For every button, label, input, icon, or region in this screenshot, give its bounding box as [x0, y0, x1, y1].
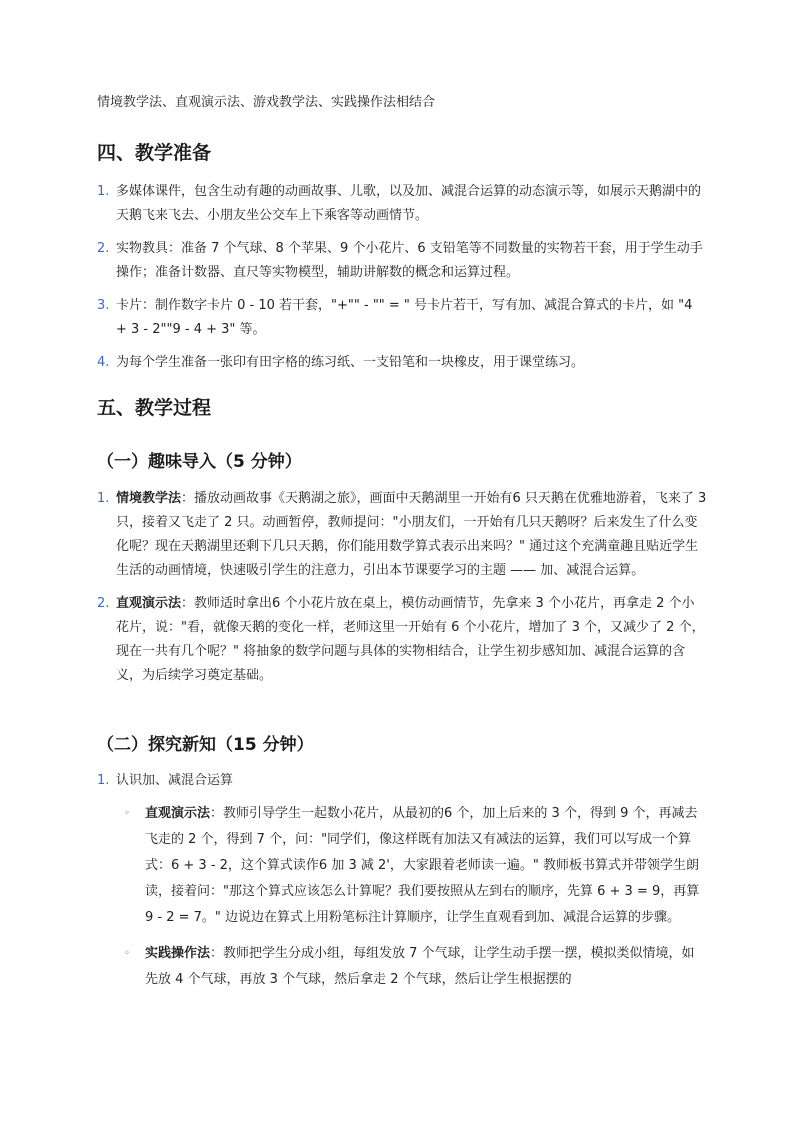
sublist-container [97, 801, 707, 993]
section-5-heading: 五、教学过程 [97, 397, 212, 419]
sublist [97, 801, 707, 993]
part-2-heading: （二）探究新知（15 分钟） [97, 735, 314, 755]
list-item: 4. 为每个学生准备一张印有田字格的练习纸、一支铅笔和一块橡皮，用于课堂练习。 [97, 355, 585, 370]
list-item: 1. 认识加、减混合运算 [97, 773, 234, 788]
list-item: 3. 卡片：制作数字卡片 0 - 10 若干套，"+"" - "" = " 号卡片若干，写有加、减混合算式的卡片，如 "4 + 3 - 2""9 - 4 + 3" 等。 [97, 298, 693, 337]
section-4-heading: 四、教学准备 [97, 142, 212, 164]
sublist-item: ◦ 直观演示法：教师引导学生一起数小花片，从最初的6 个，加上后来的 3 个，得到 9 个，再减去飞走的 2 个，得到 7 个，问："同学们，像这样既有加法又有减法的运算，我们可以写成一个算式：6 + 3 - 2，这个算式读作6 加 3 减 2'，大家跟着老师读一遍。" 教师板书算式并带领学生朗读，接着问："那这个算式应该怎么计算呢？我们要按照从左到右的顺序，先算 6 + 3 = 9，再算 9 - 2 = 7。" 边说边在算式上用粉笔标注计算顺序，让学生直观看到加、减混合运算的步骤。 [124, 806, 700, 925]
list-item: 1. 多媒体课件，包含生动有趣的动画故事、儿歌，以及加、减混合运算的动态演示等，如展示天鹅湖中的天鹅飞来飞去、小朋友坐公交车上下乘客等动画情节。 [97, 184, 702, 223]
list-item: 1. 情境教学法：播放动画故事《天鹅湖之旅》，画面中天鹅湖里一开始有6 只天鹅在优雅地游着，飞来了 3 只，接着又飞走了 2 只。动画暂停，教师提问："小朋友们，一开始有几只天鹅呀？后来发生了什么变化呢？现在天鹅湖里还剩下几只天鹅，你们能用数学算式表示出来吗？" 通过这个充满童趣且贴近学生生活的动画情境，快速吸引学生的注意力，引出本节课要学习的主题 —— 加、减混合运算。 [97, 491, 707, 578]
part-1-heading: （一）趣味导入（5 分钟） [97, 452, 302, 472]
list-item: 2. 直观演示法：教师适时拿出6 个小花片放在桌上，模仿动画情节，先拿来 3 个小花片，再拿走 2 个小花片，说："看，就像天鹅的变化一样，老师这里一开始有 6 个小花片，增加了 3 个，又减少了 2 个，现在一共有几个呢？" 将抽象的数学问题与具体的实物相结合，让学生初步感知加、减混合运算的含义，为后续学习奠定基础。 [97, 596, 705, 683]
part-2-list [97, 769, 707, 802]
section-4-list [97, 180, 707, 384]
list-item: 2. 实物教具：准备 7 个气球、8 个苹果、9 个小花片、6 支铅笔等不同数量的实物若干套，用于学生动手操作；准备计数器、直尺等实物模型，辅助讲解数的概念和运算过程。 [97, 241, 703, 280]
part-1-list [97, 487, 707, 697]
part-2-sublist-wrapper [97, 801, 707, 1003]
sublist-item: ◦ 实践操作法：教师把学生分成小组，每组发放 7 个气球，让学生动手摆一摆，模拟类似情境，如先放 4 个气球，再放 3 个气球，然后拿走 2 个气球，然后让学生根据摆的 [124, 946, 695, 987]
teaching-methods-line: 情境教学法、直观演示法、游戏教学法、实践操作法相结合 [97, 95, 436, 110]
